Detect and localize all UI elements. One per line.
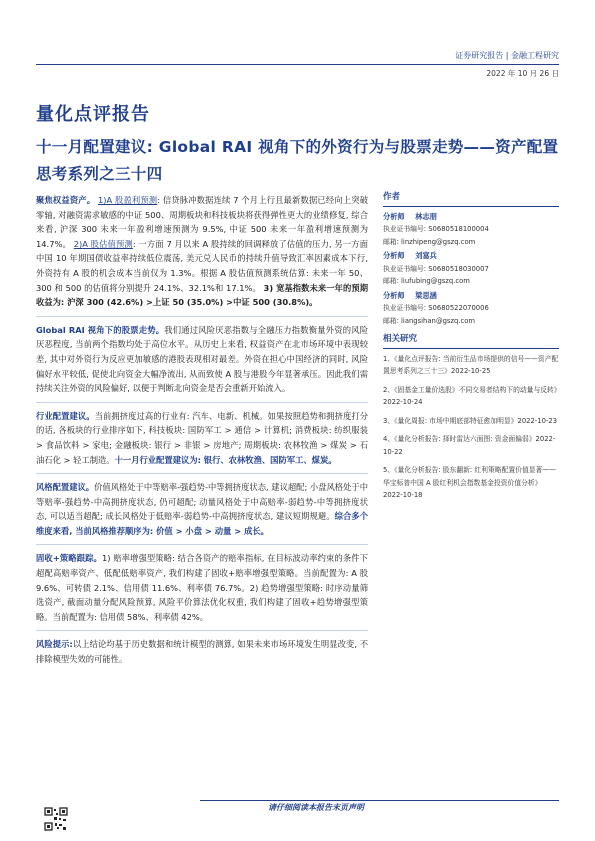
section-focus-label: 聚焦权益资产。 xyxy=(36,195,96,205)
report-category: 证券研究报告 | 金融工程研究 xyxy=(455,51,559,60)
s4-body: 价值风格处于中等赔率-强趋势-中等拥挤度状态, 建议超配; 小盘风格处于中等赔率-强趋势-中高拥挤度状态, 仍可超配; 动量风格处于中高赔率-弱趋势-中等拥挤度状态, 可以适当超配; 成长风格处于低赔率-弱趋势-中高拥挤度状态, 建议短期规避。 xyxy=(36,482,368,522)
doc-title: 十一月配置建议: Global RAI 视角下的外资行为与股票走势——资产配置思考系列之三十四 xyxy=(36,138,559,183)
s3-bold: 十一月行业配置建议为: 银行、农林牧渔、国防军工、煤炭。 xyxy=(114,454,337,465)
divider xyxy=(36,544,368,545)
analyst-license: 执业证书编号: S0680522070006 xyxy=(383,304,489,312)
authors-heading: 作者 xyxy=(383,191,559,207)
divider xyxy=(36,316,368,317)
s1-p2b: : 一方面 7 月以来 A 股持续的回调释放了估值的压力, 另一方面中国 10 年期国债收益率持续低位震荡, 美元兑人民币的持续升值导致汇率因素成本下行, 外资持有 A 股的机会成本当前仅为 1.3%。根据 A 股估值预测系统估算: 未来一年 50、300 和 500 的估值将分别提升 24.1%、32.1%和 17.1%。 xyxy=(36,238,368,293)
s1-p2a: 2) xyxy=(73,238,83,249)
related-item[interactable]: 3、《量化周报: 市场中期底部特征愈加明显》2022-10-23 xyxy=(383,416,558,425)
footer-rule xyxy=(200,800,559,801)
analyst-email[interactable]: 邮箱: liangsihan@gszq.com xyxy=(383,316,476,325)
analyst-license: 执业证书编号: S0680518100004 xyxy=(383,225,489,233)
analyst-role: 分析师 xyxy=(383,211,405,221)
footer-disclaimer: 请仔细阅读本报告末页声明 xyxy=(268,803,364,812)
s3-body: 当前拥挤度过高的行业有: 汽车、电新、机械。如果按照趋势和拥挤度打分的话, 各板块的行业排序如下, 科技板块: 国防军工 > 通信 > 计算机; 消费板块: 纺织服装 > 食品饮料 > 家电; 金融板块: 银行 > 非银 > 房地产; 周期板块: 农林牧渔 > 煤炭 > 石油石化 > 轻工制造。 xyxy=(36,410,368,465)
analyst-name: 梁思涵 xyxy=(415,290,437,300)
related-item[interactable]: 5、《量化分析报告: 股东翻新: 红利策略配置价值显著——华宝标普中国 A 股红利机会指数基金投资价值分析》2022-10-18 xyxy=(383,466,556,499)
section-global-rai xyxy=(36,323,368,396)
section-style xyxy=(36,480,368,538)
s6-body: 以上结论均基于历史数据和统计模型的测算, 如果未来市场环境发生明显改变, 不排除模型失效的可能性。 xyxy=(36,639,368,665)
header-rule xyxy=(36,64,559,65)
related-item[interactable]: 2、《固基金工量价选股》不同交易者结构下的动量与反转》2022-10-24 xyxy=(383,385,558,406)
qr-code-icon xyxy=(44,807,68,831)
analyst-role: 分析师 xyxy=(383,251,405,260)
s1-p2-link: A 股估值预测 xyxy=(82,238,133,249)
section-fixed-income xyxy=(36,551,368,624)
s4-bold: 综合多个维度来看, 当前风格推荐顺序为: 价值 > 小盘 > 动量 > 成长。 xyxy=(36,511,368,536)
divider xyxy=(36,630,368,631)
doc-type: 量化点评报告 xyxy=(36,104,150,125)
sidebar xyxy=(383,191,559,508)
related-item[interactable]: 4、《量化分析报告: 择时雷达六面图: 资金面偏弱》2022-10-22 xyxy=(383,435,556,456)
s2-body: 我们通过风险厌恶指数与全融压力指数衡量外资的风险厌恶程度, 当前两个指数均处于高位水平。从历史上来看, 权益资产在北市场环境中表现较差, 其中对外资行为反应更加敏感的港股表现相对最差。外资在担心中国经济的同时, 风险偏好水平较低, 促使北向资金大幅净流出, 从而致使 A 股与港股今年显著承压。因此我们需持续关注外资的风险偏好, 以便于判断北向资金是否会重新开始流入。 xyxy=(36,324,368,394)
analyst-license: 执业证书编号: S0680518030007 xyxy=(383,264,489,273)
related-list xyxy=(383,353,559,502)
related-item[interactable]: 1、《量化点评报告: 当前衍生品市场提供的信号——资产配置思考系列之三十三》2022-10-25 xyxy=(383,354,559,375)
s1-bold: 3) 宽基指数未来一年的预期收益为: 沪深 300 (42.6%) >上证 50 (35.0%) >中证 500 (30.8%)。 xyxy=(36,282,368,308)
section-fixed-income-label: 固收+策略跟踪。 xyxy=(36,553,102,564)
s1-p1a: 1) xyxy=(97,195,107,205)
s1-p1b: : 信贷脉冲数据连续 7 个月上行且最新数据已经向上突破零轴, 对融资需求敏感的中证 500、周期板块和科技板块将获得弹性更大的业绩修复, 综合来看, 沪深 300 未来一年盈利增速预测为 9.5%, 中证 500 未来一年盈利增速预测为 14.7%。 xyxy=(36,195,368,249)
analyst-2 xyxy=(383,250,559,288)
related-heading: 相关研究 xyxy=(383,333,559,349)
section-industry-label: 行业配置建议。 xyxy=(36,410,95,421)
analyst-role: 分析师 xyxy=(383,290,405,300)
main-body xyxy=(36,193,368,671)
section-style-label: 风格配置建议。 xyxy=(36,482,95,493)
section-global-rai-label: Global RAI 视角下的股票走势。 xyxy=(36,324,165,335)
report-date: 2022 年 10 月 26 日 xyxy=(486,69,559,78)
section-risk xyxy=(36,637,368,666)
analyst-email[interactable]: 邮箱: linzhipeng@gszq.com xyxy=(383,237,476,246)
s1-p1-link: A 股盈利预测 xyxy=(106,195,158,205)
analyst-1 xyxy=(383,211,559,249)
section-risk-label: 风险提示: xyxy=(36,639,73,650)
divider xyxy=(36,473,368,474)
analyst-email[interactable]: 邮箱: liufubing@gszq.com xyxy=(383,277,470,285)
analyst-name: 林志朋 xyxy=(415,211,437,221)
s5-body: 1) 赔率增强型策略: 结合各资产的赔率指标, 在目标波动率约束的条件下超配高赔率资产、低配低赔率资产, 我们构建了固收+赔率增强型策略。当前配置为: A 股 9.6%、可转债 2.1%、信用债 11.6%、利率债 76.7%。2) 趋势增强型策略: 时序动量筛选资产, 截面动量分配风险预算, 风险平价算法优化权重, 我们构建了固收+趋势增强型策略。当前配置为: 信用债 58%、利率债 42%。 xyxy=(36,553,368,622)
analyst-name: 刘富兵 xyxy=(415,251,437,260)
section-industry xyxy=(36,409,368,467)
divider xyxy=(36,402,368,403)
analyst-3 xyxy=(383,290,559,328)
section-focus xyxy=(36,193,368,310)
